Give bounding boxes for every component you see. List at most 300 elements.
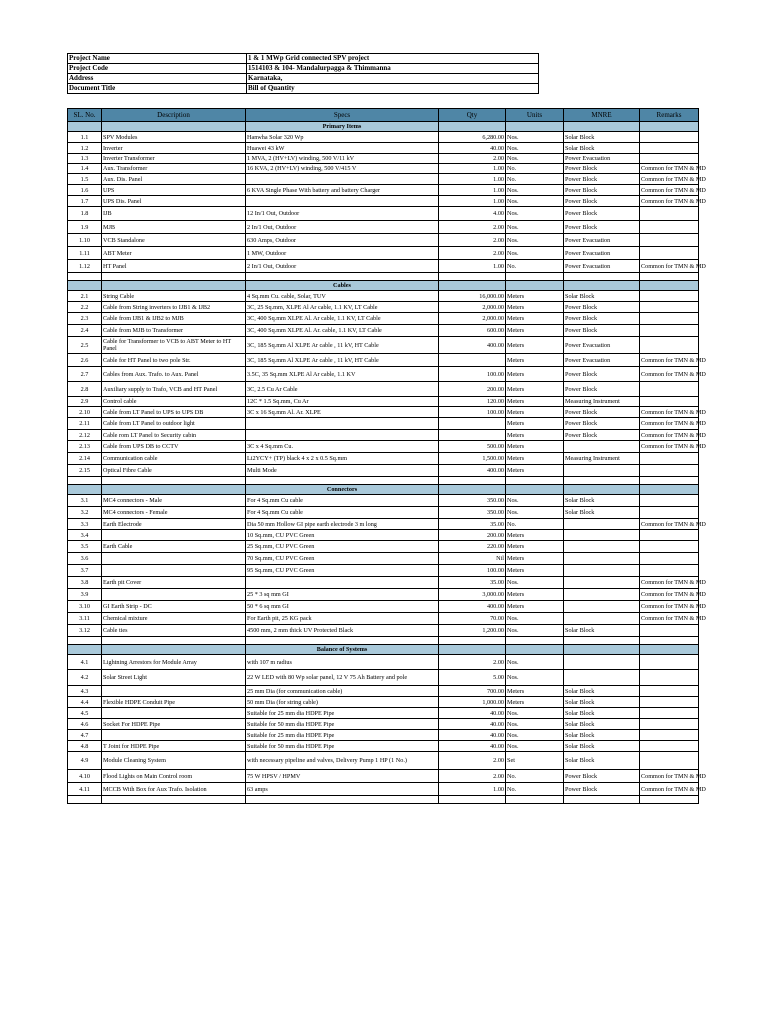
cell-remarks: Common for TMN & MD xyxy=(640,441,699,453)
cell-mnre: Solar Block xyxy=(564,708,640,719)
empty-cell xyxy=(640,477,699,485)
section-title: Cables xyxy=(246,281,439,291)
cell-mnre: Power Evacuation xyxy=(564,154,640,164)
cell-units: No. xyxy=(506,770,564,783)
empty-cell xyxy=(506,477,564,485)
cell-mnre: Power Block xyxy=(564,302,640,313)
cell-units: Meters xyxy=(506,367,564,382)
cell-specs: with 107 m radius xyxy=(246,655,439,670)
cell-remarks: Common for TMN & MD xyxy=(641,186,706,194)
cell-description xyxy=(102,530,246,541)
cell-remarks xyxy=(640,530,699,541)
cell-remarks: Common for TMN & MD xyxy=(640,367,699,382)
cell-remarks xyxy=(640,730,699,741)
cell-description: Earth Cable xyxy=(102,541,246,553)
table-row xyxy=(68,143,699,154)
cell-remarks xyxy=(640,154,699,164)
cell-specs: 12 In/1 Out, Outdoor xyxy=(246,207,439,221)
cell-sl-no: 4.9 xyxy=(68,752,102,770)
empty-cell xyxy=(506,122,564,132)
cell-mnre: Solar Block xyxy=(564,719,640,730)
empty-cell xyxy=(68,273,102,281)
cell-specs: 3C, 2.5 Cu Ar Cable xyxy=(246,382,439,397)
table-row xyxy=(68,164,699,174)
cell-units: No. xyxy=(506,783,564,796)
empty-cell xyxy=(564,645,640,655)
cell-description: UPS xyxy=(102,185,246,196)
cell-remarks xyxy=(640,397,699,407)
cell-mnre: Power Evacuation xyxy=(564,234,640,247)
table-row xyxy=(68,519,699,530)
cell-sl-no: 1.7 xyxy=(68,196,102,207)
cell-mnre: Solar Block xyxy=(564,741,640,752)
cell-specs: Dia 50 mm Hollow GI pipe earth electrode 3 m long xyxy=(246,519,439,530)
cell-mnre: Solar Block xyxy=(564,730,640,741)
table-row xyxy=(68,601,699,613)
empty-cell xyxy=(68,281,102,291)
cell-qty: 2.00 xyxy=(439,752,506,770)
cell-sl-no: 1.5 xyxy=(68,174,102,185)
cell-units: Meters xyxy=(506,541,564,553)
cell-sl-no: 2.7 xyxy=(68,367,102,382)
project-info-table xyxy=(67,53,539,94)
cell-mnre: Power Block xyxy=(564,418,640,430)
cell-sl-no: 4.8 xyxy=(68,741,102,752)
table-row xyxy=(68,741,699,752)
cell-qty: 1.00 xyxy=(439,164,506,174)
cell-mnre xyxy=(564,670,640,686)
table-row xyxy=(68,185,699,196)
cell-specs: 10 Sq.mm, CU PVC Green xyxy=(246,530,439,541)
cell-remarks xyxy=(640,143,699,154)
project-info-label: Project Code xyxy=(68,64,247,74)
cell-qty: 350.00 xyxy=(439,507,506,519)
cell-remarks: Common for TMN & MD xyxy=(640,418,699,430)
cell-specs: 22 W LED with 80 Wp solar panel, 12 V 75 Ah Battery and pole xyxy=(246,670,439,686)
cell-description: SPV Modules xyxy=(102,132,246,143)
cell-specs: 25 Sq.mm, CU PVC Green xyxy=(246,541,439,553)
cell-qty: 120.00 xyxy=(439,397,506,407)
empty-cell xyxy=(506,796,564,804)
empty-cell xyxy=(564,485,640,495)
cell-description: Inverter xyxy=(102,143,246,154)
section-header-row xyxy=(68,645,699,655)
cell-specs: 3C x 4 Sq.mm Cu. xyxy=(246,441,439,453)
cell-units: Nos. xyxy=(506,730,564,741)
empty-cell xyxy=(246,637,439,645)
cell-units: Meters xyxy=(506,313,564,325)
cell-sl-no: 3.6 xyxy=(68,553,102,565)
cell-units: No. xyxy=(506,519,564,530)
cell-description: Solar Street Light xyxy=(102,670,246,686)
cell-sl-no: 3.3 xyxy=(68,519,102,530)
empty-cell xyxy=(102,645,246,655)
cell-description: Earth pit Cover xyxy=(102,577,246,589)
column-header-row xyxy=(68,109,699,122)
table-row xyxy=(68,196,699,207)
cell-description: Aux. Dis. Panel xyxy=(102,174,246,185)
cell-mnre: Power Evacuation xyxy=(564,354,640,367)
cell-sl-no: 1.9 xyxy=(68,221,102,234)
cell-units: Meters xyxy=(506,382,564,397)
cell-description: UPS Dis. Panel xyxy=(102,196,246,207)
cell-units: Meters xyxy=(506,354,564,367)
cell-remarks xyxy=(640,686,699,697)
cell-sl-no: 1.12 xyxy=(68,260,102,273)
empty-cell xyxy=(102,637,246,645)
cell-units: Nos. xyxy=(506,495,564,507)
section-title: Balance of Systems xyxy=(246,645,439,655)
cell-specs: 63 amps xyxy=(246,783,439,796)
empty-cell xyxy=(102,273,246,281)
cell-specs: For 4 Sq.mm Cu cable xyxy=(246,507,439,519)
cell-sl-no: 1.10 xyxy=(68,234,102,247)
cell-description xyxy=(102,730,246,741)
cell-qty: 2.00 xyxy=(439,655,506,670)
cell-description: Earth Electrode xyxy=(102,519,246,530)
cell-sl-no: 3.10 xyxy=(68,601,102,613)
empty-cell xyxy=(439,796,506,804)
table-row xyxy=(68,247,699,260)
cell-mnre xyxy=(564,613,640,625)
cell-remarks xyxy=(640,541,699,553)
cell-units: Nos. xyxy=(506,221,564,234)
cell-sl-no: 1.3 xyxy=(68,154,102,164)
column-header-description: Description xyxy=(102,109,246,122)
project-info-value: Karnataka, xyxy=(247,74,539,84)
cell-remarks xyxy=(640,325,699,337)
cell-sl-no: 3.11 xyxy=(68,613,102,625)
cell-sl-no: 3.1 xyxy=(68,495,102,507)
project-info-value: 1514103 & 104- Mandalurpagga & Thimmanna xyxy=(247,64,539,74)
project-info-label: Address xyxy=(68,74,247,84)
cell-mnre: Power Block xyxy=(564,407,640,418)
table-row xyxy=(68,670,699,686)
table-row xyxy=(68,708,699,719)
cell-mnre: Power Block xyxy=(564,367,640,382)
cell-qty: 100.00 xyxy=(439,367,506,382)
cell-remarks xyxy=(640,741,699,752)
empty-cell xyxy=(506,637,564,645)
cell-remarks xyxy=(640,302,699,313)
cell-sl-no: 1.6 xyxy=(68,185,102,196)
cell-description: Auxiliary supply to Trafo, VCB and HT Panel xyxy=(102,382,246,397)
cell-specs xyxy=(246,430,439,441)
empty-cell xyxy=(246,796,439,804)
cell-mnre: Power Block xyxy=(564,770,640,783)
cell-remarks xyxy=(640,507,699,519)
empty-cell xyxy=(439,645,506,655)
cell-specs: 16 KVA, 2 (HV+LV) winding, 500 V/415 V xyxy=(246,164,439,174)
cell-units: Meters xyxy=(506,697,564,708)
cell-description: MJB xyxy=(102,221,246,234)
table-row xyxy=(68,770,699,783)
section-header-row xyxy=(68,122,699,132)
cell-sl-no: 2.3 xyxy=(68,313,102,325)
cell-specs: 3C, 185 Sq.mm Al XLPE Ar cable , 11 kV, HT Cable xyxy=(246,354,439,367)
cell-sl-no: 2.5 xyxy=(68,337,102,354)
cell-description: MC4 connectors - Male xyxy=(102,495,246,507)
cell-mnre: Measuring Instrument xyxy=(564,453,640,465)
empty-cell xyxy=(640,273,699,281)
cell-qty: 5.00 xyxy=(439,670,506,686)
empty-cell xyxy=(506,485,564,495)
cell-qty: 1,000.00 xyxy=(439,697,506,708)
cell-qty: 700.00 xyxy=(439,686,506,697)
table-row xyxy=(68,783,699,796)
cell-mnre: Power Block xyxy=(564,325,640,337)
cell-units: Nos. xyxy=(506,234,564,247)
column-header-mnre: MNRE xyxy=(564,109,640,122)
cell-qty: 16,000.00 xyxy=(439,291,506,302)
empty-cell xyxy=(564,122,640,132)
empty-cell xyxy=(68,122,102,132)
section-header-row xyxy=(68,281,699,291)
cell-units: Nos. xyxy=(506,719,564,730)
cell-remarks: Common for TMN & MD xyxy=(640,577,699,589)
empty-cell xyxy=(506,281,564,291)
cell-specs: Huawei 43 kW xyxy=(246,143,439,154)
table-row xyxy=(68,382,699,397)
cell-mnre: Power Block xyxy=(564,430,640,441)
cell-sl-no: 4.5 xyxy=(68,708,102,719)
cell-qty: 2.00 xyxy=(439,234,506,247)
cell-units: No. xyxy=(506,164,564,174)
cell-mnre: Solar Block xyxy=(564,752,640,770)
cell-remarks: Common for TMN & MD xyxy=(640,589,699,601)
empty-cell xyxy=(640,645,699,655)
cell-mnre xyxy=(564,441,640,453)
cell-units: Meters xyxy=(506,601,564,613)
project-info-label: Project Name xyxy=(68,54,247,64)
table-row xyxy=(68,154,699,164)
table-row xyxy=(68,565,699,577)
cell-qty: 40.00 xyxy=(439,708,506,719)
cell-qty: 70.00 xyxy=(439,613,506,625)
cell-units: Nos. xyxy=(506,625,564,637)
cell-qty: 400.00 xyxy=(439,601,506,613)
cell-sl-no: 4.2 xyxy=(68,670,102,686)
cell-mnre: Solar Block xyxy=(564,495,640,507)
project-info-label: Document Title xyxy=(68,84,247,94)
column-header-remarks: Remarks xyxy=(640,109,699,122)
cell-sl-no: 2.1 xyxy=(68,291,102,302)
cell-description: Control cable xyxy=(102,397,246,407)
cell-qty: 2.00 xyxy=(439,221,506,234)
table-row xyxy=(68,465,699,477)
cell-sl-no: 4.10 xyxy=(68,770,102,783)
cell-qty: 40.00 xyxy=(439,719,506,730)
empty-cell xyxy=(68,485,102,495)
cell-qty: 2.00 xyxy=(439,154,506,164)
cell-sl-no: 4.3 xyxy=(68,686,102,697)
cell-remarks: Common for TMN & MD xyxy=(640,601,699,613)
cell-specs: 95 Sq.mm, CU PVC Green xyxy=(246,565,439,577)
cell-remarks: Common for TMN & MD xyxy=(640,783,699,796)
cell-mnre xyxy=(564,655,640,670)
empty-cell xyxy=(506,273,564,281)
cell-description xyxy=(102,708,246,719)
cell-units: Nos. xyxy=(506,613,564,625)
cell-remarks xyxy=(640,465,699,477)
cell-description: Cables from Aux. Trafo. to Aux. Panel xyxy=(102,367,246,382)
cell-specs: 3C, 400 Sq.mm XLPE Al. Ar. cable, 1.1 KV, LT Cable xyxy=(246,325,439,337)
column-header-units: Units xyxy=(506,109,564,122)
cell-units: Meters xyxy=(506,302,564,313)
cell-specs: 50 * 6 sq mm GI xyxy=(246,601,439,613)
cell-qty: 2,000.00 xyxy=(439,302,506,313)
cell-mnre xyxy=(564,577,640,589)
cell-remarks: Common for TMN & MD xyxy=(641,408,706,416)
cell-specs: 4500 mm, 2 mm thick UV Protected Black xyxy=(246,625,439,637)
cell-remarks xyxy=(640,221,699,234)
table-row xyxy=(68,697,699,708)
cell-description: Communication cable xyxy=(102,453,246,465)
cell-mnre: Solar Block xyxy=(564,686,640,697)
section-title: Primary Items xyxy=(246,122,439,132)
cell-remarks xyxy=(640,247,699,260)
empty-cell xyxy=(246,477,439,485)
cell-mnre: Solar Block xyxy=(564,291,640,302)
cell-units: Set xyxy=(506,752,564,770)
cell-qty: 1.00 xyxy=(439,783,506,796)
cell-units: Meters xyxy=(506,441,564,453)
cell-description: Cable from LT Panel to UPS to UPS DB xyxy=(102,407,246,418)
cell-mnre xyxy=(564,589,640,601)
cell-description xyxy=(102,686,246,697)
cell-qty: 1.00 xyxy=(439,174,506,185)
cell-mnre: Power Block xyxy=(564,207,640,221)
cell-qty: 200.00 xyxy=(439,382,506,397)
table-row xyxy=(68,441,699,453)
cell-mnre xyxy=(564,553,640,565)
cell-sl-no: 4.6 xyxy=(68,719,102,730)
cell-specs: 25 * 3 sq mm GI xyxy=(246,589,439,601)
cell-qty: 2.00 xyxy=(439,770,506,783)
table-row xyxy=(68,577,699,589)
cell-specs: 3C, 25 Sq.mm, XLPE Al Ar cable, 1.1 KV, LT Cable xyxy=(246,302,439,313)
cell-remarks xyxy=(640,495,699,507)
cell-units: Nos. xyxy=(506,708,564,719)
cell-specs: Multi Mode xyxy=(246,465,439,477)
cell-remarks xyxy=(640,453,699,465)
cell-description: String Cable xyxy=(102,291,246,302)
cell-remarks: Common for TMN & MD xyxy=(641,175,706,183)
cell-sl-no: 3.9 xyxy=(68,589,102,601)
table-row xyxy=(68,553,699,565)
cell-mnre: Solar Block xyxy=(564,132,640,143)
cell-remarks xyxy=(640,625,699,637)
cell-qty xyxy=(439,418,506,430)
cell-mnre: Power Block xyxy=(564,783,640,796)
cell-units: Nos. xyxy=(506,143,564,154)
cell-remarks: Common for TMN & MD xyxy=(641,197,706,205)
table-row xyxy=(68,354,699,367)
cell-units: Meters xyxy=(506,530,564,541)
cell-qty: 6,280.00 xyxy=(439,132,506,143)
cell-sl-no: 1.11 xyxy=(68,247,102,260)
cell-mnre: Measuring Instrument xyxy=(564,397,640,407)
table-row xyxy=(68,367,699,382)
cell-mnre: Power Block xyxy=(564,185,640,196)
cell-description xyxy=(102,553,246,565)
cell-mnre xyxy=(564,601,640,613)
cell-units: Meters xyxy=(506,325,564,337)
cell-description: Flexible HDPE Conduit Pipe xyxy=(102,697,246,708)
cell-sl-no: 2.12 xyxy=(68,430,102,441)
cell-sl-no: 4.1 xyxy=(68,655,102,670)
cell-description: Cable from LT Panel to outdoor light xyxy=(102,418,246,430)
empty-cell xyxy=(640,281,699,291)
cell-mnre: Power Evacuation xyxy=(564,247,640,260)
cell-qty: 350.00 xyxy=(439,495,506,507)
cell-qty: 1.00 xyxy=(439,185,506,196)
cell-specs: 3.5C, 35 Sq.mm XLPE Al Ar cable, 1.1 KV xyxy=(246,367,439,382)
cell-mnre xyxy=(564,530,640,541)
cell-mnre: Power Block xyxy=(564,196,640,207)
cell-mnre xyxy=(564,465,640,477)
cell-qty: Nil xyxy=(439,553,506,565)
empty-cell xyxy=(439,485,506,495)
table-row xyxy=(68,234,699,247)
empty-cell xyxy=(102,796,246,804)
cell-sl-no: 3.8 xyxy=(68,577,102,589)
empty-cell xyxy=(564,477,640,485)
cell-mnre: Solar Block xyxy=(564,507,640,519)
cell-qty: 2.00 xyxy=(439,247,506,260)
cell-specs xyxy=(246,196,439,207)
cell-specs: 3C, 400 Sq.mm XLPE Al. Ar cable, 1.1 KV, LT Cable xyxy=(246,313,439,325)
table-row xyxy=(68,260,699,273)
cell-description: Socket For HDPE Pipe xyxy=(102,719,246,730)
cell-sl-no: 2.13 xyxy=(68,441,102,453)
cell-sl-no: 2.15 xyxy=(68,465,102,477)
empty-cell xyxy=(246,273,439,281)
table-row xyxy=(68,589,699,601)
cell-mnre: Power Block xyxy=(564,174,640,185)
cell-units: Meters xyxy=(506,589,564,601)
cell-specs: 1 MVA, 2 (HV+LV) winding, 500 V/11 kV xyxy=(246,154,439,164)
cell-qty: 100.00 xyxy=(439,565,506,577)
cell-remarks xyxy=(640,752,699,770)
cell-qty xyxy=(439,430,506,441)
cell-remarks xyxy=(640,553,699,565)
cell-specs: 2 In/1 Out, Outdoor xyxy=(246,221,439,234)
cell-sl-no: 3.12 xyxy=(68,625,102,637)
cell-specs: 4 Sq.mm Cu. cable, Solar, TUV xyxy=(246,291,439,302)
empty-cell xyxy=(439,477,506,485)
table-row xyxy=(68,730,699,741)
table-row xyxy=(68,430,699,441)
cell-remarks: Common for TMN & MD xyxy=(641,165,706,172)
project-info-row xyxy=(68,54,539,64)
cell-units: Meters xyxy=(506,407,564,418)
empty-cell xyxy=(439,273,506,281)
cell-qty: 40.00 xyxy=(439,143,506,154)
cell-description: Cable from String inverters to IJB1 & IJB2 xyxy=(102,302,246,313)
cell-sl-no: 2.2 xyxy=(68,302,102,313)
empty-cell xyxy=(68,645,102,655)
table-row xyxy=(68,397,699,407)
cell-description: Flood Lights on Main Control room xyxy=(102,770,246,783)
table-row xyxy=(68,453,699,465)
empty-cell xyxy=(68,796,102,804)
cell-remarks: Common for TMN & MD xyxy=(640,770,699,783)
cell-mnre: Power Block xyxy=(564,221,640,234)
table-row xyxy=(68,418,699,430)
cell-specs: For 4 Sq.mm Cu cable xyxy=(246,495,439,507)
cell-remarks xyxy=(640,313,699,325)
